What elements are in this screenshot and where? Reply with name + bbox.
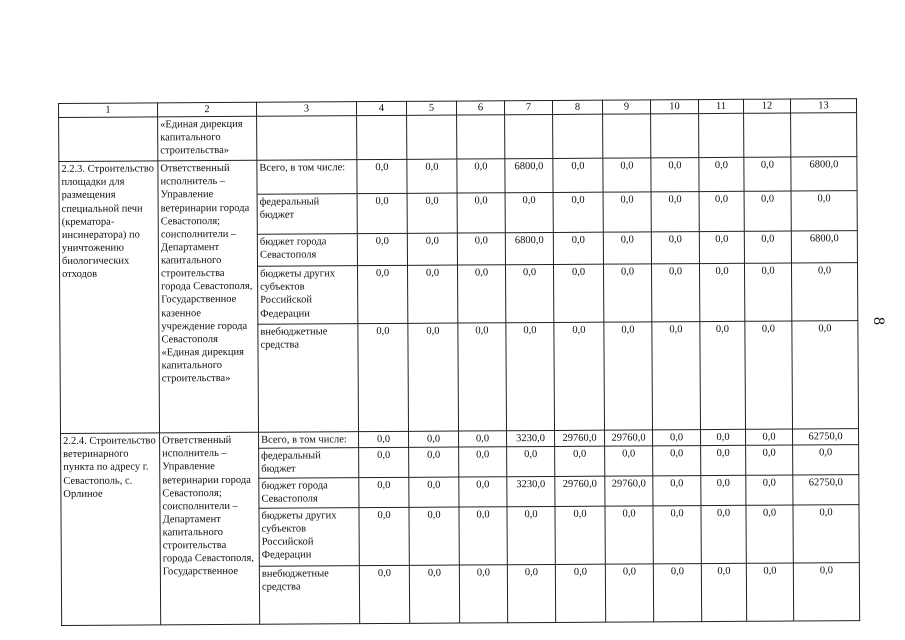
value-cell: 0,0 <box>793 445 859 475</box>
header-cell: 12 <box>743 99 790 113</box>
value-cell: 0,0 <box>506 323 555 431</box>
value-cell: 0,0 <box>791 263 857 321</box>
value-cell: 0,0 <box>459 506 507 564</box>
executor-cell: Ответственный исполнитель – Управление ветеринарии города Севастополя; соисполнители – Департамент капитального строительства города Севастополя, Государственное <box>160 432 260 624</box>
value-cell: 0,0 <box>409 447 459 477</box>
value-cell: 0,0 <box>505 265 553 323</box>
value-cell: 62750,0 <box>793 474 859 504</box>
value-cell: 0,0 <box>407 265 457 323</box>
value-cell: 0,0 <box>603 232 651 264</box>
value-cell: 0,0 <box>701 475 746 505</box>
value-cell: 3230,0 <box>507 476 555 506</box>
value-cell: 0,0 <box>653 446 701 476</box>
value-cell: 0,0 <box>651 264 699 322</box>
value-cell: 0,0 <box>407 193 457 233</box>
value-cell: 62750,0 <box>793 429 859 446</box>
value-cell: 0,0 <box>699 231 744 263</box>
value-cell: 0,0 <box>701 446 746 476</box>
value-cell: 0,0 <box>653 475 701 505</box>
header-cell: 7 <box>504 100 552 114</box>
value-cell: 0,0 <box>555 446 605 476</box>
value-cell: 0,0 <box>700 321 746 429</box>
value-cell: 0,0 <box>744 263 791 321</box>
source-label: Всего, в том числе: <box>257 160 357 195</box>
value-cell: 0,0 <box>409 507 459 565</box>
value-cell: 29760,0 <box>555 430 605 446</box>
value-cell: 0,0 <box>358 265 408 323</box>
value-cell: 0,0 <box>459 447 507 477</box>
value-cell: 0,0 <box>793 504 859 562</box>
continuation-row <box>59 113 857 162</box>
value-cell: 0,0 <box>791 191 857 231</box>
source-label: федеральный бюджет <box>259 448 359 478</box>
value-cell: 0,0 <box>553 232 603 264</box>
item-cell: 2.2.3. Строительство площадки для размещения специальной печи (крематора-инсинератора) по уничтожению биологических отходов <box>59 161 160 434</box>
value-cell: 0,0 <box>744 231 791 263</box>
value-cell: 0,0 <box>653 430 701 446</box>
source-label: федеральный бюджет <box>257 194 357 235</box>
header-cell: 5 <box>406 101 456 115</box>
value-cell: 0,0 <box>459 476 507 506</box>
value-cell: 29760,0 <box>605 430 653 446</box>
value-cell: 0,0 <box>359 565 409 623</box>
header-cell: 13 <box>790 99 856 114</box>
header-cell: 3 <box>256 102 356 117</box>
value-cell: 0,0 <box>457 159 505 193</box>
value-cell: 3230,0 <box>507 431 555 447</box>
value-cell: 0,0 <box>555 506 605 564</box>
value-cell: 0,0 <box>408 323 459 431</box>
value-cell: 0,0 <box>701 429 746 445</box>
header-cell: 8 <box>552 100 602 114</box>
header-cell: 6 <box>456 101 504 115</box>
value-cell: 29760,0 <box>555 476 605 506</box>
value-cell: 0,0 <box>553 192 603 232</box>
block1-row-total <box>59 157 857 196</box>
value-cell: 0,0 <box>359 507 409 565</box>
value-cell: 0,0 <box>359 431 409 447</box>
value-cell: 0,0 <box>605 563 653 621</box>
value-cell: 0,0 <box>605 505 653 563</box>
value-cell: 0,0 <box>701 505 746 563</box>
value-cell: 0,0 <box>603 192 651 232</box>
value-cell: 0,0 <box>792 321 859 429</box>
value-cell: 0,0 <box>603 264 651 322</box>
value-cell: 0,0 <box>553 264 603 322</box>
header-cell: 4 <box>356 101 406 115</box>
value-cell: 0,0 <box>699 263 744 321</box>
value-cell: 0,0 <box>458 323 507 431</box>
value-cell: 0,0 <box>746 445 793 475</box>
value-cell: 0,0 <box>409 565 459 623</box>
value-cell: 0,0 <box>699 157 744 191</box>
value-cell: 0,0 <box>745 321 793 429</box>
value-cell: 6800,0 <box>791 157 857 191</box>
source-label: внебюджетные средства <box>259 565 359 624</box>
value-cell: 0,0 <box>457 233 505 265</box>
value-cell: 0,0 <box>604 322 653 430</box>
value-cell: 0,0 <box>357 159 407 193</box>
value-cell: 0,0 <box>407 159 457 193</box>
value-cell: 6800,0 <box>505 159 553 193</box>
header-cell: 9 <box>602 100 650 114</box>
value-cell: 0,0 <box>459 431 507 447</box>
executor-cell: Ответственный исполнитель – Управление ветеринарии города Севастополя; соисполнители – Департамент капитального строительства города Севастополя, Государственное казенное учреждение города Севастополя «Единая дирекция капитального строительства» <box>158 160 259 433</box>
value-cell: 0,0 <box>746 429 793 445</box>
value-cell: 0,0 <box>507 506 555 564</box>
value-cell: 0,0 <box>505 193 553 233</box>
value-cell: 0,0 <box>701 563 746 621</box>
value-cell: 0,0 <box>652 322 701 430</box>
value-cell: 6800,0 <box>505 233 553 265</box>
value-cell: 0,0 <box>357 193 407 233</box>
value-cell: 0,0 <box>359 448 409 478</box>
value-cell: 0,0 <box>507 447 555 477</box>
value-cell: 0,0 <box>651 158 699 192</box>
value-cell: 0,0 <box>744 191 791 231</box>
value-cell: 0,0 <box>746 475 793 505</box>
source-label: бюджет города Севастополя <box>257 234 357 267</box>
source-label: бюджеты других субъектов Российской Федерации <box>259 507 359 566</box>
value-cell: 0,0 <box>651 232 699 264</box>
value-cell: 0,0 <box>651 192 699 232</box>
value-cell: 0,0 <box>653 563 701 621</box>
value-cell: 0,0 <box>699 191 744 231</box>
value-cell: 0,0 <box>457 193 505 233</box>
value-cell: 0,0 <box>603 158 651 192</box>
header-cell: 11 <box>698 99 743 113</box>
value-cell: 0,0 <box>555 564 605 622</box>
value-cell: 0,0 <box>653 505 701 563</box>
value-cell: 0,0 <box>507 564 555 622</box>
value-cell: 0,0 <box>409 477 459 507</box>
value-cell: 0,0 <box>746 563 793 621</box>
source-label: Всего, в том числе: <box>259 432 359 449</box>
budget-table <box>58 98 860 625</box>
value-cell: 0,0 <box>793 562 859 620</box>
value-cell: 0,0 <box>357 233 407 265</box>
value-cell: 0,0 <box>553 158 603 192</box>
value-cell: 0,0 <box>407 233 457 265</box>
executor-cell: «Единая дирекция капитального строительства» <box>158 116 257 161</box>
value-cell: 0,0 <box>746 505 793 563</box>
value-cell: 0,0 <box>744 157 791 191</box>
budget-page <box>58 98 860 625</box>
source-label: внебюджетные средства <box>258 324 359 433</box>
item-cell <box>59 117 158 162</box>
value-cell: 0,0 <box>605 446 653 476</box>
value-cell: 0,0 <box>359 477 409 507</box>
header-cell: 2 <box>158 102 257 117</box>
value-cell: 6800,0 <box>791 231 857 263</box>
value-cell: 29760,0 <box>605 475 653 505</box>
page-number: 8 <box>870 317 887 325</box>
header-cell: 1 <box>59 103 158 118</box>
value-cell: 0,0 <box>554 322 605 430</box>
value-cell: 0,0 <box>358 323 409 431</box>
value-cell: 0,0 <box>409 431 459 447</box>
value-cell: 0,0 <box>457 265 505 323</box>
header-cell: 10 <box>650 100 698 114</box>
source-label: бюджеты других субъектов Российской Федерации <box>258 266 358 325</box>
item-cell: 2.2.4. Строительство ветеринарного пункта по адресу г. Севастополь, с. Орлиное <box>61 433 161 625</box>
source-label: бюджет города Севастополя <box>259 477 359 508</box>
value-cell: 0,0 <box>459 564 507 622</box>
